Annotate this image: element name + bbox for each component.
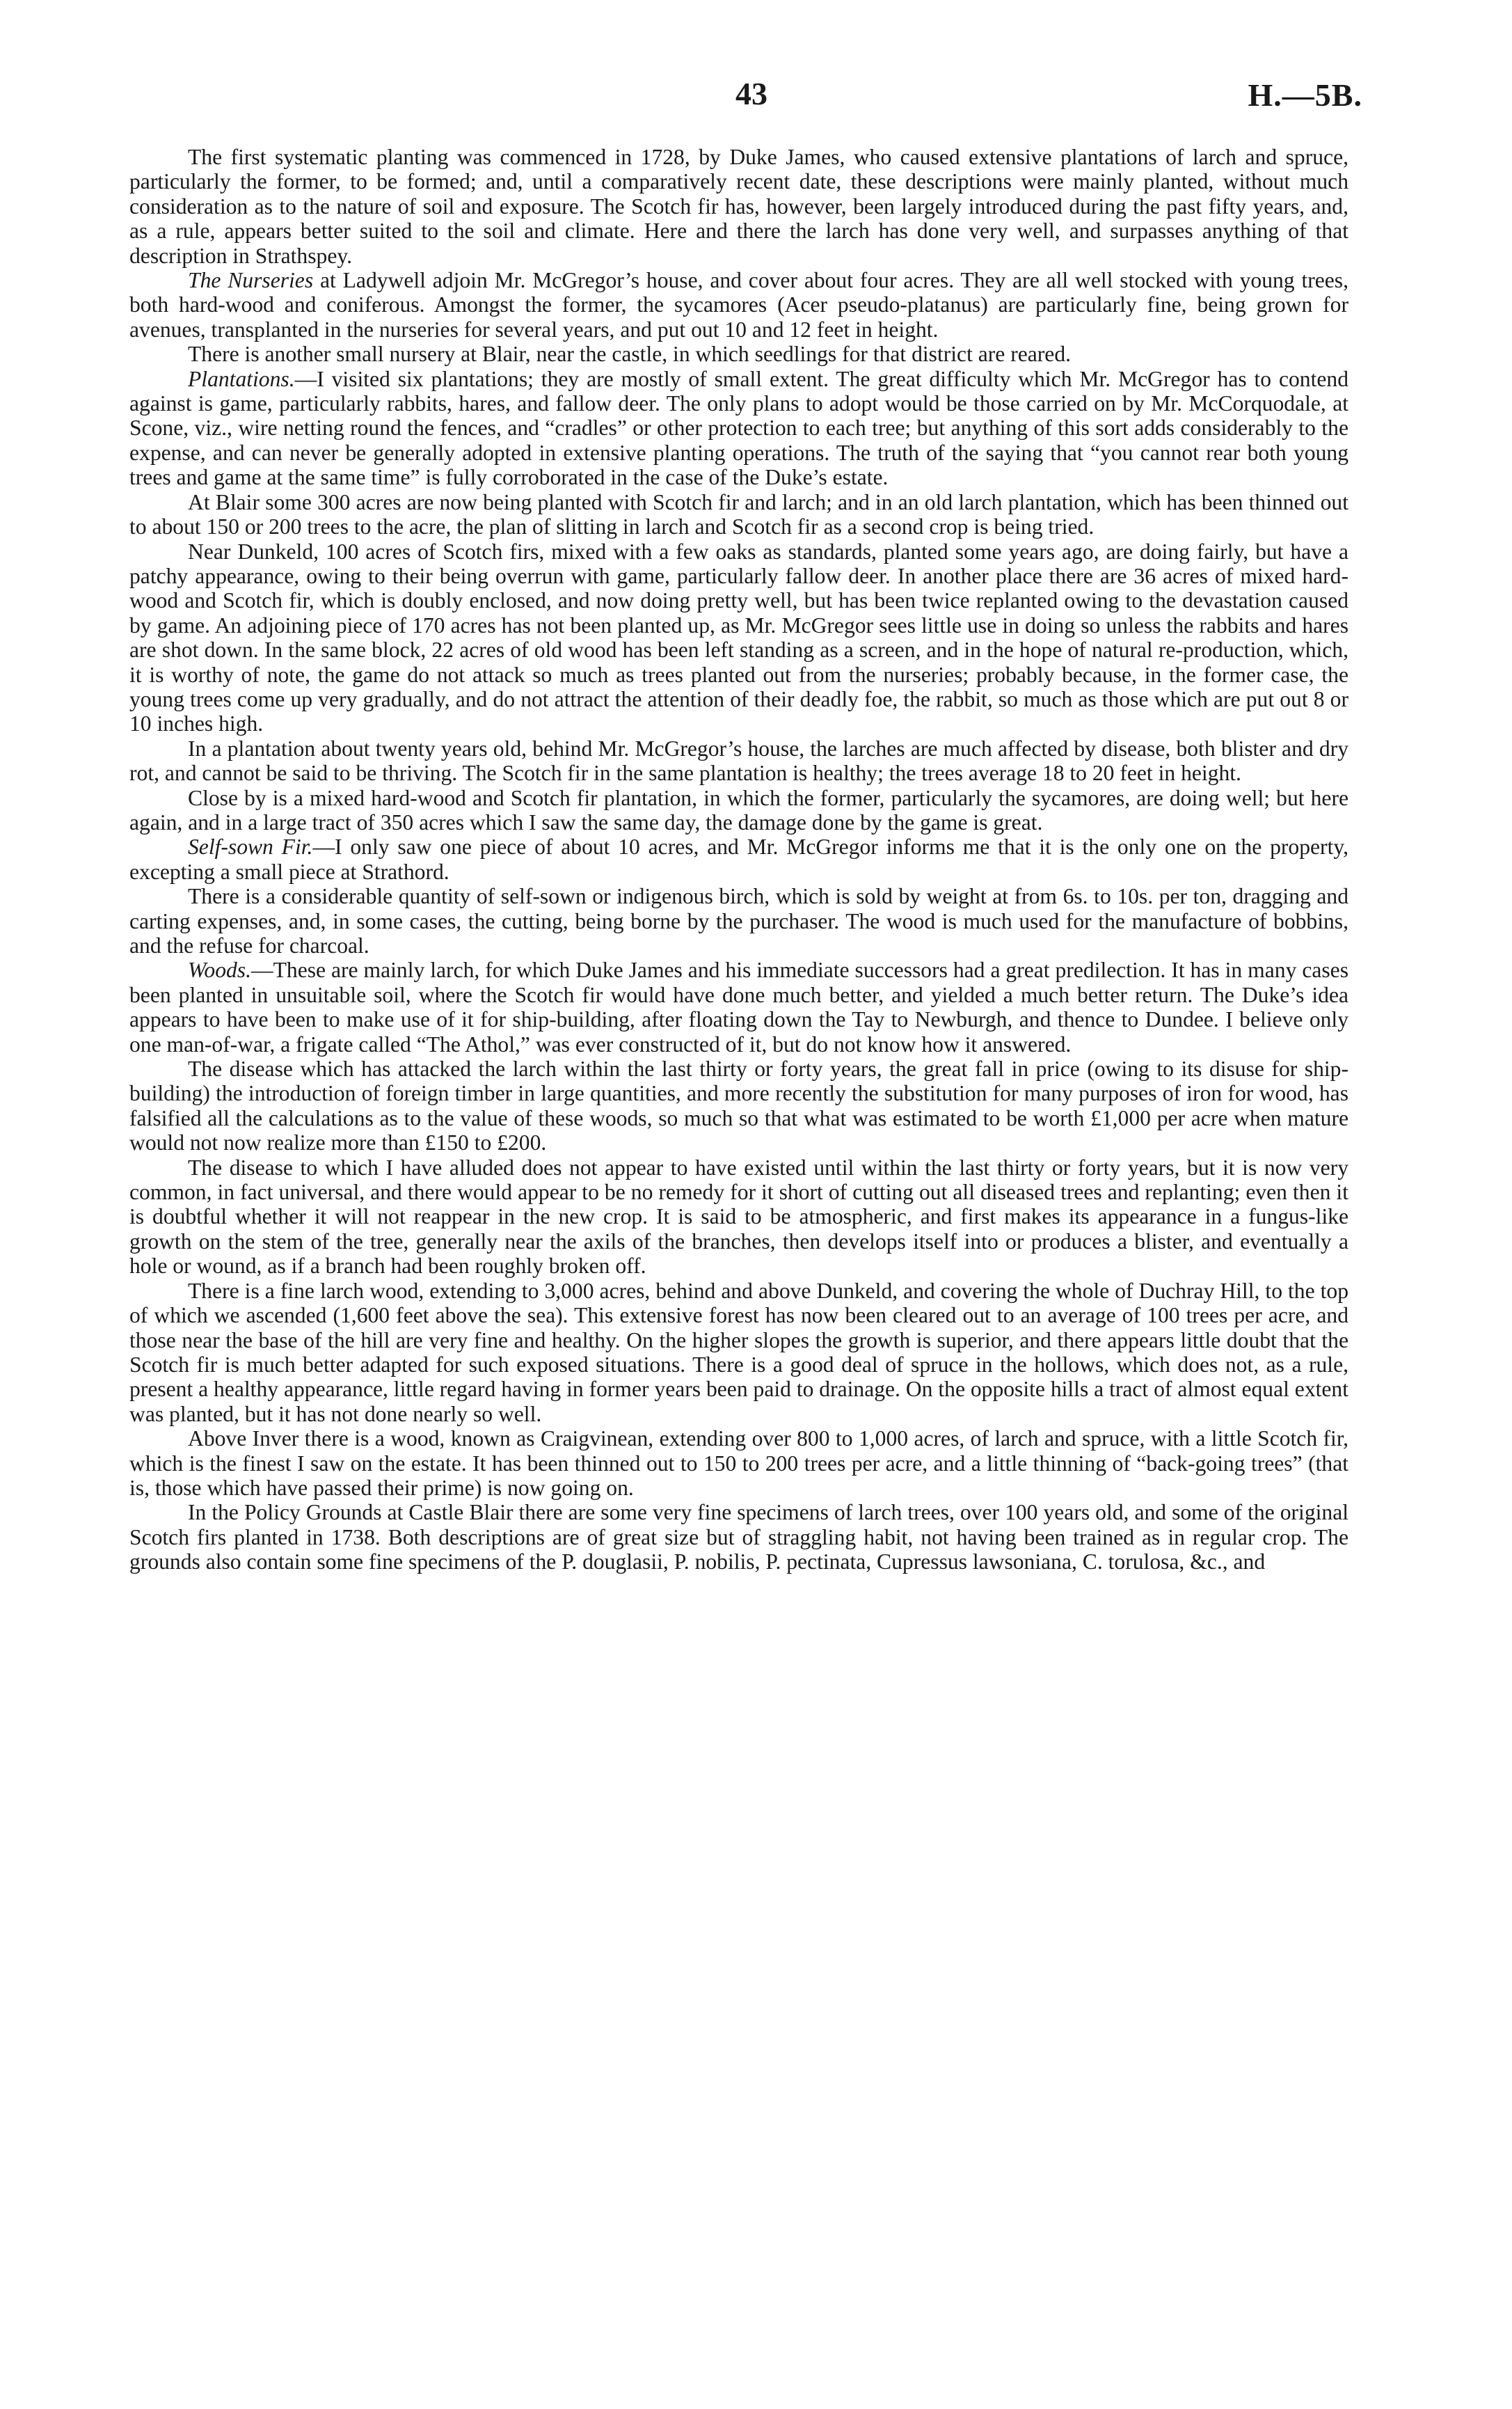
paragraph: The Nurseries at Ladywell adjoin Mr. McGregor’s house, and cover about four acres. They are all well stocked with young trees, both hard-wood and coniferous. Amongst the former, the sycamores (Acer pseudo-platanus) are particularly fine, being grown for avenues, transplanted in the nurseries for several years, and put out 10 and 12 feet in height. [129, 268, 1348, 342]
section-heading-self-sown-fir: Self-sown Fir. [188, 835, 313, 860]
paragraph: There is a considerable quantity of self-sown or indigenous birch, which is sold by weight at from 6s. to 10s. per ton, dragging and carting expenses, and, in some cases, the cutting, being borne by the purchaser. The wood is much used for the manufacture of bobbins, and the refuse for charcoal. [129, 884, 1348, 958]
paragraph: The disease which has attacked the larch within the last thirty or forty years, the great fall in price (owing to its disuse for ship-building) the introduction of foreign timber in large quantities, and more recently the substitution for many purposes of iron for wood, has falsified all the calculations as to the value of these woods, so much so that what was estimated to be worth £1,000 per acre when mature would not now realize more than £150 to £200. [129, 1057, 1348, 1155]
paragraph: In a plantation about twenty years old, behind Mr. McGregor’s house, the larches are much affected by disease, both blister and dry rot, and cannot be said to be thriving. The Scotch fir in the same plantation is healthy; the trees average 18 to 20 feet in height. [129, 736, 1348, 786]
section-heading-plantations: Plantations. [188, 366, 295, 391]
paragraph: Woods.—These are mainly larch, for which Duke James and his immediate successors had a great predilection. It has in many cases been planted in unsuitable soil, where the Scotch fir would have done much better, and yielded a much better return. The Duke’s idea appears to have been to make use of it for ship-building, after floating down the Tay to Newburgh, and thence to Dundee. I believe only one man-of-war, a frigate called “The Athol,” was ever constructed of it, but do not know how it answered. [129, 958, 1348, 1057]
paragraph: At Blair some 300 acres are now being planted with Scotch fir and larch; and in an old larch plantation, which has been thinned out to about 150 or 200 trees to the acre, the plan of slitting in larch and Scotch fir as a second crop is being tried. [129, 489, 1348, 539]
paragraph: The disease to which I have alluded does not appear to have existed until within the last thirty or forty years, but it is now very common, in fact universal, and there would appear to be no remedy for it short of cutting out all diseased trees and replanting; even then it is doubtful whether it will not reappear in the new crop. It is said to be atmospheric, and first makes its appearance in a fungus-like growth on the stem of the tree, generally near the axils of the branches, then develops itself into or produces a blister, and eventually a hole or wound, as if a branch had been roughly broken off. [129, 1155, 1348, 1279]
section-heading-nurseries: The Nurseries [188, 268, 314, 293]
paragraph: Close by is a mixed hard-wood and Scotch fir plantation, in which the former, particularly the sycamores, are doing well; but here again, and in a large tract of 350 acres which I saw the same day, the damage done by the game is great. [129, 785, 1348, 835]
paragraph: Self-sown Fir.—I only saw one piece of about 10 acres, and Mr. McGregor informs me that it is the only one on the property, excepting a small piece at Strathord. [129, 835, 1348, 884]
page-number: 43 [735, 76, 767, 111]
section-heading-woods: Woods. [188, 958, 252, 983]
paragraph: There is a fine larch wood, extending to 3,000 acres, behind and above Dunkeld, and covering the whole of Duchray Hill, to the top of which we ascended (1,600 feet above the sea). This extensive forest has now been cleared out to an average of 100 trees per acre, and those near the base of the hill are very fine and healthy. On the higher slopes the growth is superior, and there appears little doubt that the Scotch fir is much better adapted for such exposed situations. There is a good deal of spruce in the hollows, which does not, as a rule, present a healthy appearance, little regard having in former years been paid to drainage. On the opposite hills a tract of almost equal extent was planted, but it has not done nearly so well. [129, 1278, 1348, 1426]
paragraph: In the Policy Grounds at Castle Blair there are some very fine specimens of larch trees, over 100 years old, and some of the original Scotch firs planted in 1738. Both descriptions are of great size but of straggling habit, not having been trained as in regular crop. The grounds also contain some fine specimens of the P. douglasii, P. nobilis, P. pectinata, Cupressus lawsoniana, C. torulosa, &c., and [129, 1500, 1348, 1574]
paragraph: There is another small nursery at Blair, near the castle, in which seedlings for that district are reared. [188, 342, 1072, 367]
paragraph: Above Inver there is a wood, known as Craigvinean, extending over 800 to 1,000 acres, of larch and spruce, with a little Scotch fir, which is the finest I saw on the estate. It has been thinned out to 150 to 200 trees per acre, and a little thinning of “back-going trees” (that is, those which have passed their prime) is now going on. [129, 1426, 1348, 1500]
paragraph: The first systematic planting was commenced in 1728, by Duke James, who caused extensive plantations of larch and spruce, particularly the former, to be formed; and, until a comparatively recent date, these descriptions were mainly planted, without much consideration as to the nature of soil and exposure. The Scotch fir has, however, been largely introduced during the past fifty years, and, as a rule, appears better suited to the soil and climate. Here and there the larch has done very well, and surpasses anything of that description in Strathspey. [129, 145, 1348, 268]
body-text [129, 145, 1348, 1574]
document-reference: H.—5B. [1248, 77, 1362, 113]
paragraph: Near Dunkeld, 100 acres of Scotch firs, mixed with a few oaks as standards, planted some years ago, are doing fairly, but have a patchy appearance, owing to their being overrun with game, particularly fallow deer. In another place there are 36 acres of mixed hard-wood and Scotch fir, which is doubly enclosed, and now doing pretty well, but has been twice replanted owing to the devastation caused by game. An adjoining piece of 170 acres has not been planted up, as Mr. McGregor sees little use in doing so unless the rabbits and hares are shot down. In the same block, 22 acres of old wood has been left standing as a screen, and in the hope of natural re-production, which, it is worthy of note, the game do not attack so much as trees planted out from the nurseries; probably because, in the former case, the young trees come up very gradually, and do not attract the attention of their deadly foe, the rabbit, so much as those which are put out 8 or 10 inches high. [129, 539, 1348, 736]
paragraph: Plantations.—I visited six plantations; they are mostly of small extent. The great difficulty which Mr. McGregor has to contend against is game, particularly rabbits, hares, and fallow deer. The only plans to adopt would be those carried on by Mr. McCorquodale, at Scone, viz., wire netting round the fences, and “cradles” or other protection to each tree; but anything of this sort adds considerably to the expense, and can never be generally adopted in extensive planting operations. The truth of the saying that “you cannot rear both young trees and game at the same time” is fully corroborated in the case of the Duke’s estate. [129, 366, 1348, 490]
